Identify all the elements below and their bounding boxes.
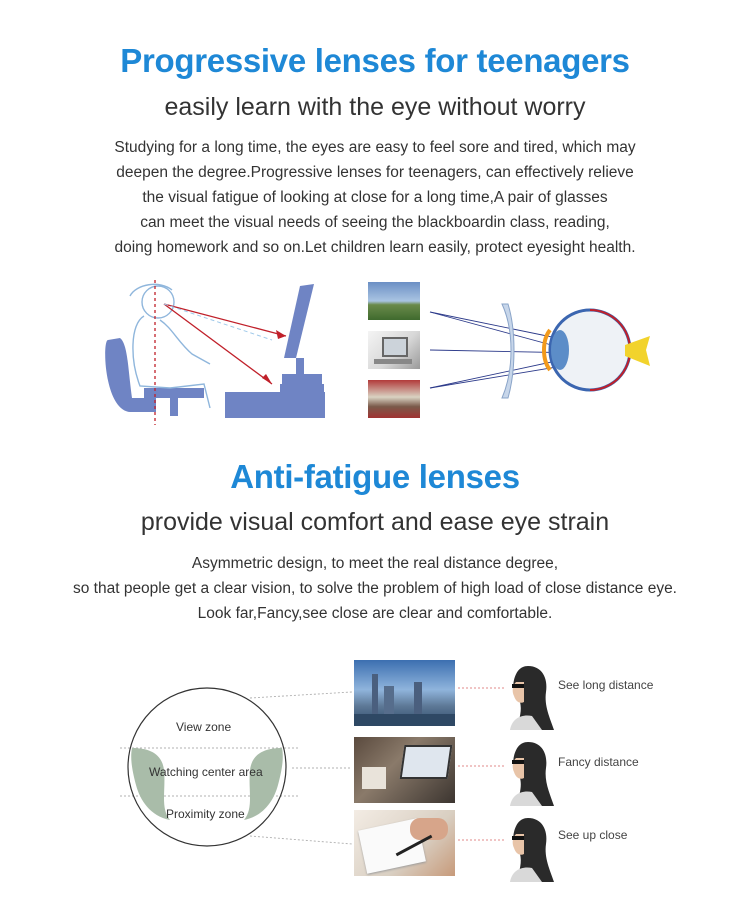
desk-top xyxy=(280,384,324,392)
section1-paragraph xyxy=(0,135,750,260)
laptop-screen xyxy=(400,745,453,779)
see-up-close-label: See up close xyxy=(558,828,628,842)
chair-post xyxy=(170,398,178,416)
paragraph-line: the visual fatigue of looking at close for a long time,A pair of glasses xyxy=(142,189,608,206)
desk-laptop-photo xyxy=(354,737,455,803)
woman-profile-close xyxy=(502,814,554,882)
books-photo xyxy=(368,380,420,418)
fancy-distance-label: Fancy distance xyxy=(558,755,639,769)
eye-lens-diagram xyxy=(420,290,650,410)
proximity-zone-label: Proximity zone xyxy=(166,807,245,821)
person-connectors xyxy=(458,688,505,840)
view-zone-label: View zone xyxy=(176,720,232,734)
paragraph-line: can meet the visual needs of seeing the blackboardin class, reading, xyxy=(140,214,610,231)
paragraph-line: so that people get a clear vision, to solve the problem of high load of close distance eye. xyxy=(72,580,677,597)
section1-title: Progressive lenses for teenagers xyxy=(120,42,630,79)
left-blur-zone xyxy=(131,748,170,820)
city-skyline-photo xyxy=(354,660,455,726)
paragraph-line: deepen the degree.Progressive lenses for teenagers, can effectively relieve xyxy=(116,164,634,181)
chair-seat xyxy=(144,388,204,398)
landscape-photo xyxy=(368,282,420,320)
writing-paper-photo xyxy=(354,810,455,876)
monitor xyxy=(284,284,314,358)
paragraph-line: Look far,Fancy,see close are clear and comfortable. xyxy=(197,605,553,622)
section2-paragraph xyxy=(0,551,750,626)
right-blur-zone xyxy=(244,748,283,820)
student-desk-illustration xyxy=(100,280,335,425)
paragraph-line: Studying for a long time, the eyes are easy to feel sore and tired, which may xyxy=(114,139,636,156)
section2-title: Anti-fatigue lenses xyxy=(230,458,520,495)
paragraph-line: doing homework and so on.Let children learn easily, protect eyesight health. xyxy=(114,239,636,256)
section1-subtitle: easily learn with the eye without worry xyxy=(164,93,586,121)
computer-photo xyxy=(368,331,420,369)
monitor-stand xyxy=(296,358,304,376)
cornea xyxy=(551,330,569,370)
woman-profile-far xyxy=(502,662,554,730)
section2-subtitle: provide visual comfort and ease eye strain xyxy=(140,508,610,536)
chair-back xyxy=(105,338,156,412)
desk xyxy=(225,392,325,418)
see-long-distance-label: See long distance xyxy=(558,678,654,692)
watching-center-label: Watching center area xyxy=(149,765,263,779)
paragraph-line: Asymmetric design, to meet the real distance degree, xyxy=(191,555,559,572)
woman-profile-mid xyxy=(502,738,554,806)
monitor-icon xyxy=(382,337,408,357)
